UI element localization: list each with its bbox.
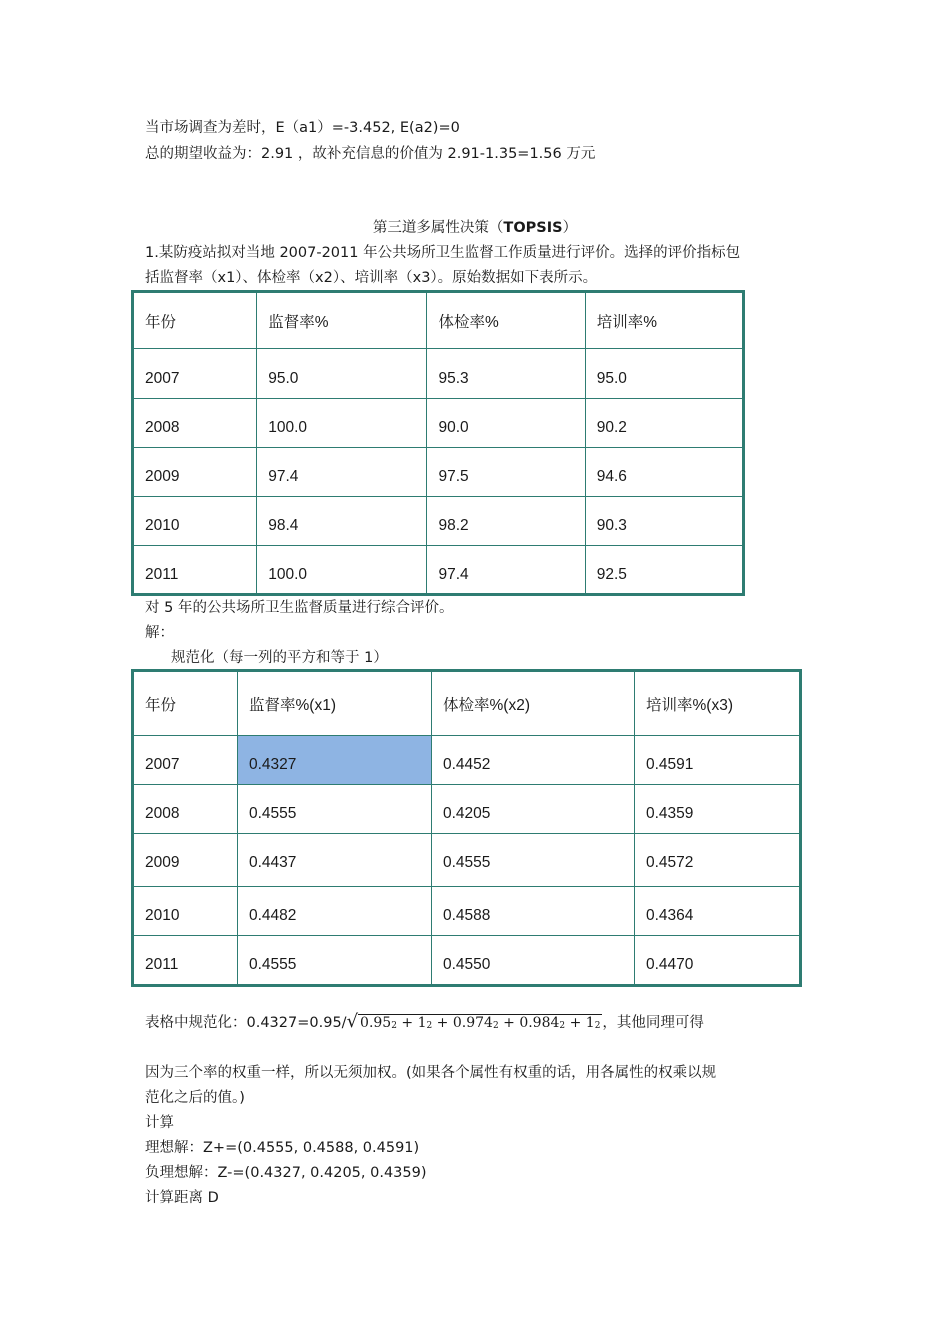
radicand-term: + 0.984 <box>498 1015 560 1031</box>
table-header-cell: 年份 <box>133 671 238 736</box>
table-cell: 94.6 <box>585 448 743 497</box>
distance-label: 计算距离 D <box>145 1190 219 1206</box>
radicand-term: + 1 <box>396 1015 427 1031</box>
normalization-formula <box>145 1012 704 1035</box>
table-cell: 97.4 <box>257 448 427 497</box>
table-cell: 95.3 <box>427 349 585 399</box>
radical-sign-icon: √ <box>346 1011 359 1032</box>
table-cell: 0.4364 <box>635 887 801 936</box>
table-cell: 95.0 <box>257 349 427 399</box>
exponent: 2 <box>559 1021 566 1031</box>
normalize-heading: 规范化（每一列的平方和等于 1） <box>171 650 388 666</box>
table-cell: 97.4 <box>427 546 585 595</box>
table-cell: 0.4452 <box>432 736 635 785</box>
intro-line-2: 总的期望收益为：2.91 ，故补充信息的价值为 2.91-1.35=1.56 万元 <box>145 146 596 162</box>
table-cell: 2008 <box>133 399 257 448</box>
table-header-cell: 体检率% <box>427 292 585 349</box>
table-cell: 92.5 <box>585 546 743 595</box>
table-cell: 0.4555 <box>238 936 432 986</box>
table-row <box>133 834 801 887</box>
weights-line-2: 范化之后的值。) <box>145 1090 245 1106</box>
table-row <box>133 546 744 595</box>
table-cell: 98.4 <box>257 497 427 546</box>
calc-label: 计算 <box>145 1115 174 1131</box>
intro-line-1: 当市场调查为差时，E（a1）=-3.452, E(a2)=0 <box>145 120 460 136</box>
table-cell: 90.0 <box>427 399 585 448</box>
table-row <box>133 497 744 546</box>
table-header-cell: 体检率%(x2) <box>432 671 635 736</box>
table-cell: 2008 <box>133 785 238 834</box>
raw-data-table <box>131 290 745 596</box>
section-title-suffix: ） <box>562 220 578 236</box>
section-title-prefix: 第三道多属性决策（ <box>372 220 504 236</box>
table-header-cell: 监督率%(x1) <box>238 671 432 736</box>
table-cell: 2011 <box>133 546 257 595</box>
table-cell: 0.4555 <box>432 834 635 887</box>
radicand-term: + 0.974 <box>432 1015 493 1031</box>
exponent: 2 <box>594 1021 601 1031</box>
formula-suffix: ，其他同理可得 <box>602 1015 704 1031</box>
table-cell: 0.4550 <box>432 936 635 986</box>
exponent: 2 <box>492 1021 499 1031</box>
table-cell: 2010 <box>133 887 238 936</box>
table-cell: 90.2 <box>585 399 743 448</box>
sqrt-expression <box>347 1012 603 1035</box>
table-cell: 0.4482 <box>238 887 432 936</box>
table-row <box>133 399 744 448</box>
table-cell: 100.0 <box>257 399 427 448</box>
table-cell: 98.2 <box>427 497 585 546</box>
table-row <box>133 936 801 986</box>
section-title-bold: TOPSIS <box>503 220 563 236</box>
table-cell: 2007 <box>133 736 238 785</box>
radicand-term: + 1 <box>565 1015 595 1031</box>
table-row <box>133 349 744 399</box>
table-cell: 95.0 <box>585 349 743 399</box>
table-row <box>133 887 801 936</box>
table-cell: 90.3 <box>585 497 743 546</box>
table-header-row <box>133 292 744 349</box>
table-cell: 0.4205 <box>432 785 635 834</box>
problem-line-1: 1.某防疫站拟对当地 2007-2011 年公共场所卫生监督工作质量进行评价。选择的评价指标包 <box>145 245 741 261</box>
table-header-cell: 培训率%(x3) <box>635 671 801 736</box>
table-cell: 0.4555 <box>238 785 432 834</box>
radicand <box>358 1014 602 1035</box>
table-header-cell: 培训率% <box>585 292 743 349</box>
table-cell: 0.4591 <box>635 736 801 785</box>
ideal-solution: 理想解：Z+=(0.4555, 0.4588, 0.4591) <box>145 1140 420 1156</box>
table-row <box>133 736 801 785</box>
table-cell: 2010 <box>133 497 257 546</box>
table-cell: 2011 <box>133 936 238 986</box>
weights-line-1: 因为三个率的权重一样，所以无须加权。(如果各个属性有权重的话，用各属性的权乘以规 <box>145 1065 717 1081</box>
solution-label: 解： <box>145 625 174 641</box>
formula-prefix: 表格中规范化：0.4327=0.95/ <box>145 1015 347 1031</box>
section-title <box>0 218 950 238</box>
table-cell: 2009 <box>133 834 238 887</box>
radicand-term: 0.95 <box>360 1015 392 1031</box>
table-cell: 2007 <box>133 349 257 399</box>
negative-ideal-solution: 负理想解：Z-=(0.4327, 0.4205, 0.4359) <box>145 1165 427 1181</box>
exponent: 2 <box>391 1021 397 1031</box>
table-cell: 0.4588 <box>432 887 635 936</box>
table-row <box>133 785 801 834</box>
table-cell: 0.4359 <box>635 785 801 834</box>
table-cell: 2009 <box>133 448 257 497</box>
table-header-cell: 年份 <box>133 292 257 349</box>
table-cell: 100.0 <box>257 546 427 595</box>
table-cell: 97.5 <box>427 448 585 497</box>
table-cell: 0.4572 <box>635 834 801 887</box>
table-cell: 0.4437 <box>238 834 432 887</box>
table-row <box>133 448 744 497</box>
problem-line-2: 括监督率（x1）、体检率（x2）、培训率（x3）。原始数据如下表所示。 <box>145 270 598 286</box>
evaluate-line: 对 5 年的公共场所卫生监督质量进行综合评价。 <box>145 600 454 616</box>
normalized-table <box>131 669 802 987</box>
highlighted-cell: 0.4327 <box>238 736 432 785</box>
table-header-row <box>133 671 801 736</box>
table-header-cell: 监督率% <box>257 292 427 349</box>
exponent: 2 <box>426 1021 433 1031</box>
table-cell: 0.4470 <box>635 936 801 986</box>
